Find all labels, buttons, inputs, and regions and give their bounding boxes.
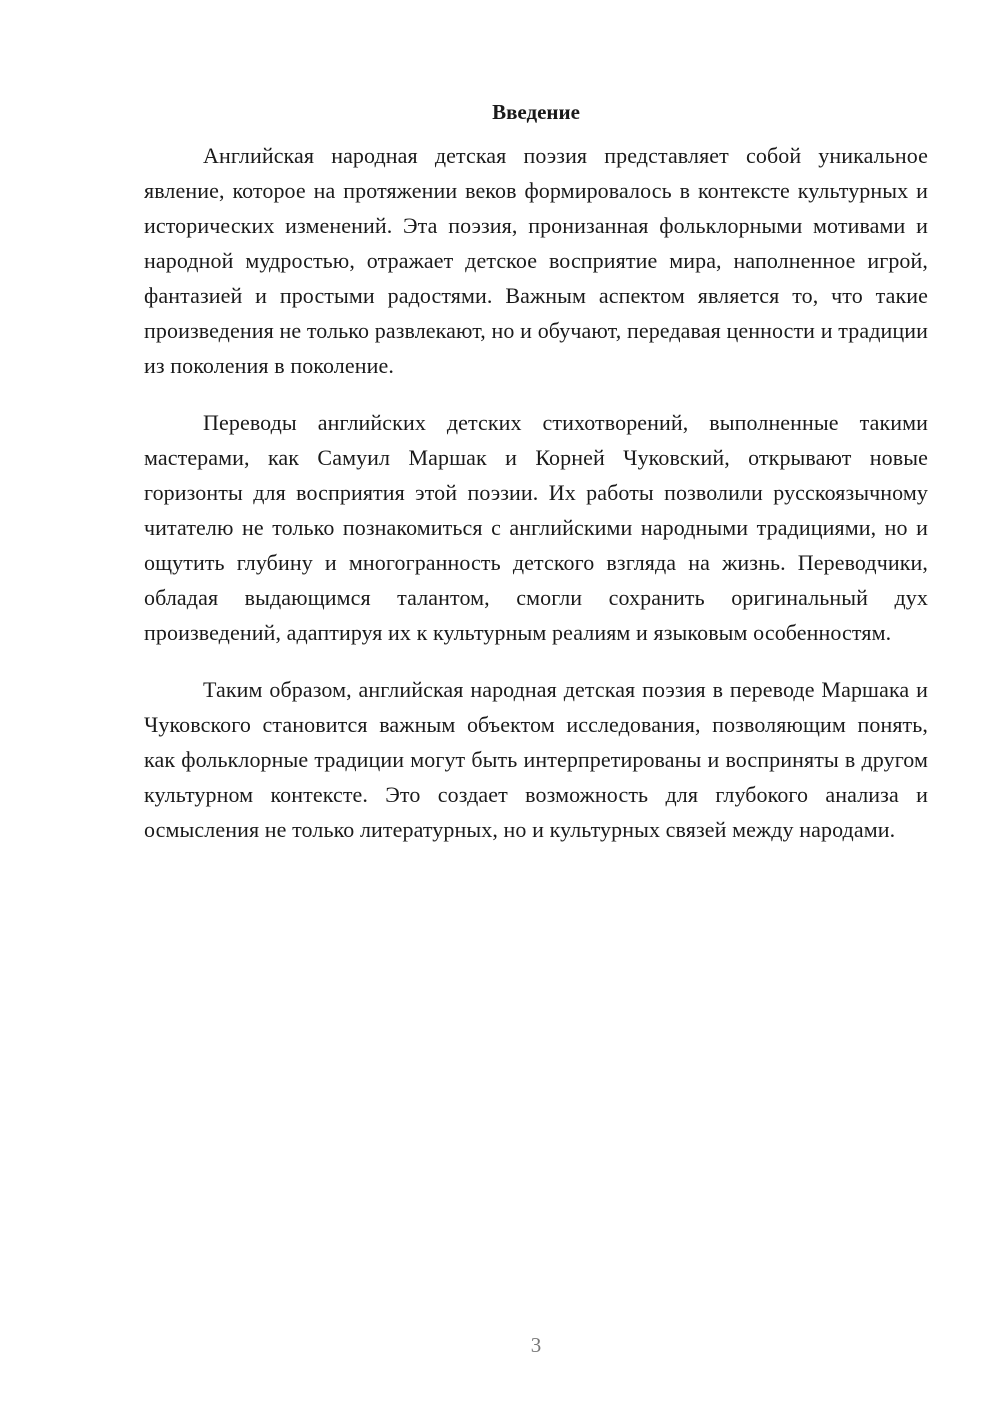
paragraph-2: Переводы английских детских стихотворений, выполненные такими мастерами, как Самуил Маршак и Корней Чуковский, открывают новые горизонты для восприятия этой поэзии. Их работы позволили русскоязычному читателю не только познакомиться с английскими народными традициями, но и ощутить глубину и многогранность детского взгляда на жизнь. Переводчики, обладая выдающимся талантом, смогли сохранить оригинальный дух произведений, адаптируя их к культурным реалиям и языковым особенностям. — [144, 410, 928, 645]
paragraph-1: Английская народная детская поэзия представляет собой уникальное явление, которое на протяжении веков формировалось в контексте культурных и исторических изменений. Эта поэзия, пронизанная фольклорными мотивами и народной мудростью, отражает детское восприятие мира, наполненное игрой, фантазией и простыми радостями. Важным аспектом является то, что такие произведения не только развлекают, но и обучают, передавая ценности и традиции из поколения в поколение. — [144, 143, 928, 378]
paragraph-3: Таким образом, английская народная детская поэзия в переводе Маршака и Чуковского становится важным объектом исследования, позволяющим понять, как фольклорные традиции могут быть интерпретированы и восприняты в другом культурном контексте. Это создает возможность для глубокого анализа и осмысления не только литературных, но и культурных связей между народами. — [144, 677, 928, 842]
page-content — [144, 97, 928, 869]
section-heading: Введение — [492, 100, 580, 124]
page-number: 3 — [530, 1333, 542, 1357]
